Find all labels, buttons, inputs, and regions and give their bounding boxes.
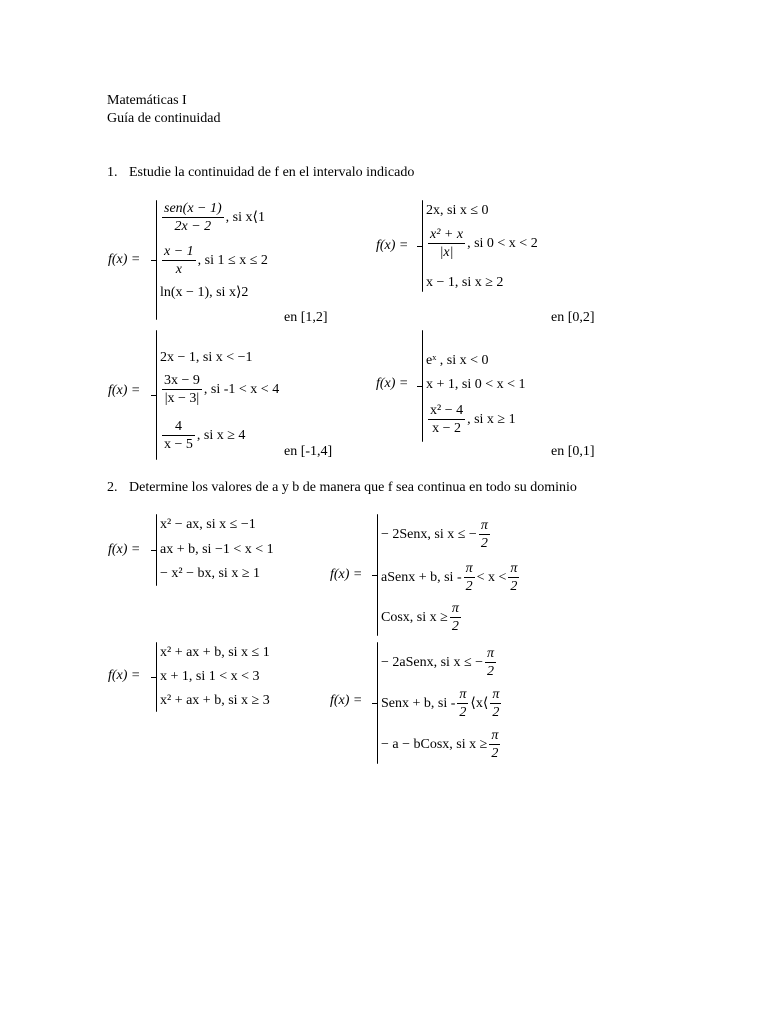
piece-row: − 2Senx, si x ≤ − $\frac{\pi}{2}$	[381, 518, 488, 551]
piece-row: x − 1, si x ≥ 2	[426, 275, 504, 290]
exercise-2-statement: Determine los valores de a y b de manera que f sea continua en todo su dominio	[129, 480, 577, 495]
function-label: f(x) =	[376, 238, 409, 253]
course-title: Matemáticas I	[107, 93, 187, 108]
piece-row: eˣ , si x < 0	[426, 353, 489, 368]
fraction: $\frac{\pi}{2}$	[491, 728, 499, 761]
interval-label: en [0,2]	[551, 310, 595, 325]
exercise-1-number: 1.	[107, 165, 118, 180]
piece-row: $\frac{4}{x - 5}$ , si x ≥ 4	[164, 419, 246, 452]
function-label: f(x) =	[376, 376, 409, 391]
piece-row: ln(x − 1), si x⟩2	[160, 285, 249, 300]
piece-row: Senx + b, si - $\frac{\pi}{2}$ ⟨x⟨ $\frac{\pi}{2}$	[381, 687, 500, 720]
interval-label: en [0,1]	[551, 444, 595, 459]
fraction: $\frac{\text{x² − 4}}{x - 2}$	[430, 403, 464, 436]
piece-row: x + 1, si 0 < x < 1	[426, 377, 526, 392]
piece-row: x² + ax + b, si x ≤ 1	[160, 645, 270, 660]
piece-row: x² − ax, si x ≤ −1	[160, 517, 256, 532]
fraction: $\frac{\pi}{2}$	[480, 518, 488, 551]
piece-row: $\frac{\text{x² + x}}{|x|}$ , si 0 < x < 2	[430, 227, 538, 260]
exercise-2-number: 2.	[107, 480, 118, 495]
piece-row: − x² − bx, si x ≥ 1	[160, 566, 261, 581]
function-label: f(x) =	[108, 383, 141, 398]
piecewise-brace	[156, 200, 157, 320]
piece-row: Cosx, si x ≥ $\frac{\pi}{2}$	[381, 601, 459, 634]
interval-label: en [1,2]	[284, 310, 328, 325]
fraction: $\frac{\pi}{2}$	[492, 687, 500, 720]
fraction: $\frac{\pi}{2}$	[451, 601, 459, 634]
piece-row: ax + b, si −1 < x < 1	[160, 542, 274, 557]
piece-row: − 2aSenx, si x ≤ − $\frac{\pi}{2}$	[381, 646, 495, 679]
piece-row: $\frac{\text{sen(x − 1)}}{2x - 2}$ , si x⟨1	[164, 201, 265, 234]
piece-row: $\frac{x - 1}{x}$ , si 1 ≤ x ≤ 2	[164, 244, 268, 277]
piecewise-brace	[377, 514, 378, 636]
fraction: $\frac{\text{x² + x}}{|x|}$	[430, 227, 464, 260]
function-label: f(x) =	[108, 542, 141, 557]
function-label: f(x) =	[108, 668, 141, 683]
guide-title: Guía de continuidad	[107, 111, 221, 126]
fraction: $\frac{x - 1}{x}$	[164, 244, 194, 277]
piece-row: 2x − 1, si x < −1	[160, 350, 253, 365]
piecewise-brace	[377, 642, 378, 764]
fraction: $\frac{\pi}{2}$	[487, 646, 495, 679]
fraction: $\frac{3x - 9}{|x - 3|}$	[164, 373, 200, 406]
fraction: $\frac{\pi}{2}$	[465, 561, 473, 594]
fraction: $\frac{4}{x - 5}$	[164, 419, 193, 452]
piece-row: − a − bCosx, si x ≥ $\frac{\pi}{2}$	[381, 728, 499, 761]
fraction: $\frac{\pi}{2}$	[510, 561, 518, 594]
piecewise-brace	[156, 514, 157, 586]
piecewise-brace	[422, 200, 423, 292]
function-label: f(x) =	[108, 252, 141, 267]
piece-row: $\frac{\text{x² − 4}}{x - 2}$ , si x ≥ 1	[430, 403, 516, 436]
piece-row: 2x, si x ≤ 0	[426, 203, 489, 218]
piece-row: aSenx + b, si - $\frac{\pi}{2}$ < x < $\frac{\pi}{2}$	[381, 561, 518, 594]
piece-row: x² + ax + b, si x ≥ 3	[160, 693, 270, 708]
piecewise-brace	[156, 330, 157, 460]
function-label: f(x) =	[330, 693, 363, 708]
fraction: $\frac{\pi}{2}$	[459, 687, 467, 720]
piecewise-brace	[422, 330, 423, 442]
function-label: f(x) =	[330, 567, 363, 582]
piecewise-brace	[156, 642, 157, 712]
piece-row: x + 1, si 1 < x < 3	[160, 669, 260, 684]
fraction: $\frac{\text{sen(x − 1)}}{2x - 2}$	[164, 201, 222, 234]
piece-row: $\frac{3x - 9}{|x - 3|}$ , si -1 < x < 4	[164, 373, 280, 406]
exercise-1-statement: Estudie la continuidad de f en el intervalo indicado	[129, 165, 415, 180]
interval-label: en [-1,4]	[284, 444, 333, 459]
